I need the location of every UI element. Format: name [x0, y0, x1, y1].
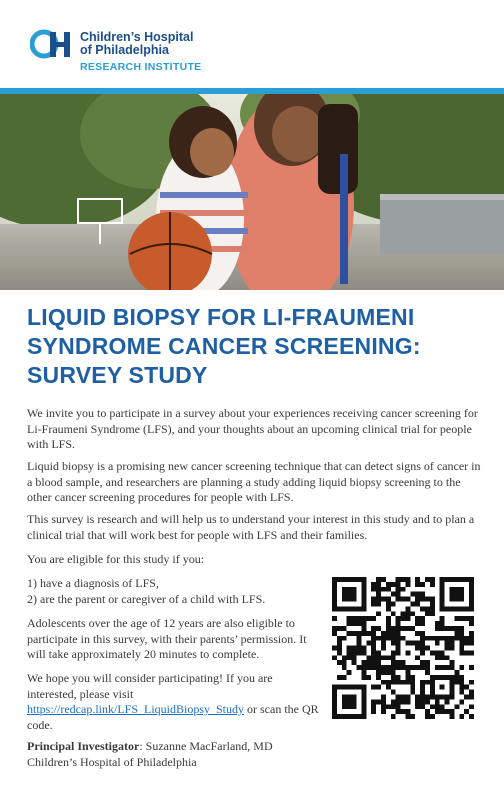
adolescent-paragraph: Adolescents over the age of 12 years are also eligible to participate in this survey, with their parents’ permission. It will take approximately 20 minutes to complete.: [27, 616, 307, 661]
eligibility-item: 2) are the parent or caregiver of a child with LFS.: [27, 591, 266, 606]
participation-text-end: or scan the QR code.: [27, 702, 319, 732]
title-line-2: SYNDROME CANCER SCREENING:: [27, 333, 421, 359]
title-line-3: SURVEY STUDY: [27, 362, 208, 388]
header: [0, 0, 504, 88]
intro-paragraph: We invite you to participate in a survey about your experiences receiving cancer screening for Li-Fraumeni Syndrome (LFS), and your thoughts about an upcoming clinical trial for people with LFS.: [27, 406, 478, 451]
pi-label: Principal Investigator: [27, 739, 140, 753]
eligibility-list: [27, 576, 317, 607]
eligibility-item: 1) have a diagnosis of LFS,: [27, 576, 159, 590]
participation-paragraph: [27, 671, 322, 733]
eligibility-heading: You are eligible for this study if you:: [27, 552, 205, 566]
logo-subtitle: RESEARCH INSTITUTE: [80, 61, 202, 73]
principal-investigator: [27, 739, 322, 770]
pi-name: : Suzanne MacFarland, MD: [139, 739, 273, 753]
logo-line-2: of Philadelphia: [80, 43, 169, 57]
research-paragraph: This survey is research and will help us to understand your interest in this study and to plan a clinical trial that will work best for people with LFS and their families.: [27, 512, 475, 542]
logo-wordmark: [80, 31, 202, 74]
liquid-biopsy-paragraph: Liquid biopsy is a promising new cancer screening technique that can detect signs of cancer in a blood sample, and researchers are planning a study adding liquid biopsy screening to the other cancer screening procedures for people with LFS.: [27, 459, 481, 504]
qr-code-icon[interactable]: [332, 577, 474, 719]
title-line-1: LIQUID BIOPSY FOR LI-FRAUMENI: [27, 304, 415, 330]
chop-logo-icon: [30, 26, 74, 62]
participation-text: We hope you will consider participating! If you are interested, please visit: [27, 671, 273, 701]
hero-photo: [0, 94, 504, 290]
survey-link[interactable]: https://redcap.link/LFS_LiquidBiopsy_Study: [27, 702, 245, 716]
pi-organization: Children’s Hospital of Philadelphia: [27, 754, 197, 769]
logo-line-1: Children’s Hospital: [80, 30, 194, 44]
page-title: [27, 303, 487, 390]
